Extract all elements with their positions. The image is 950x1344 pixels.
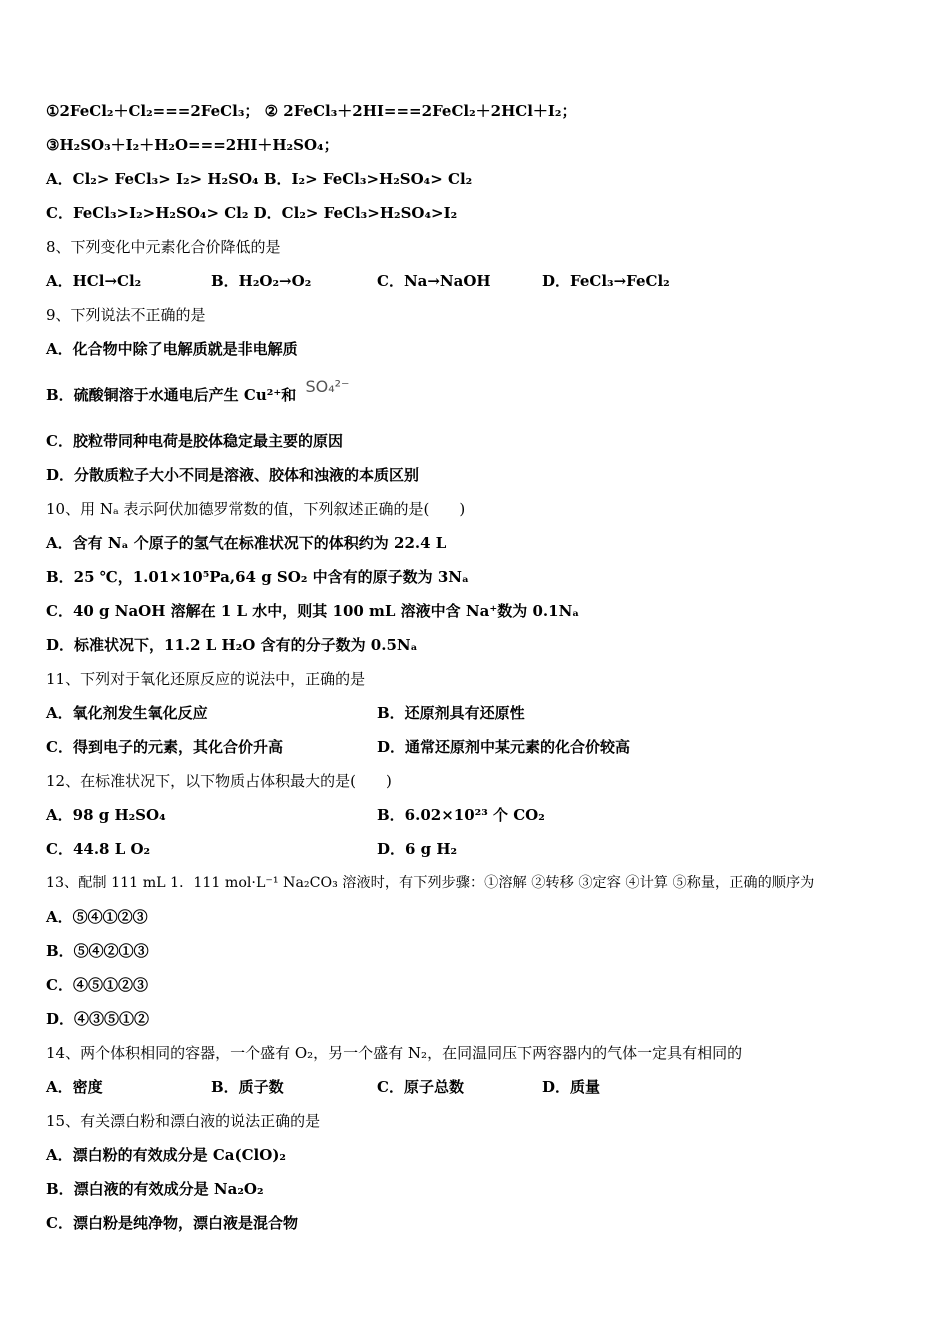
q11-option-b: B．还原剂具有还原性 bbox=[377, 704, 525, 722]
q10-option-b: B．25 ℃，1.01×10⁵Pa,64 g SO₂ 中含有的原子数为 3Nₐ bbox=[46, 568, 469, 586]
q13-stem: 13、配制 111 mL 1．111 mol·L⁻¹ Na₂CO₃ 溶液时，有下列步骤：①溶解 ②转移 ③定容 ④计算 ⑤称量，正确的顺序为 bbox=[46, 875, 815, 891]
q12-option-d: D．6 g H₂ bbox=[377, 840, 458, 858]
q9-option-a: A．化合物中除了电解质就是非电解质 bbox=[46, 340, 298, 358]
q8-option-a: A．HCl→Cl₂ bbox=[46, 272, 142, 290]
q15-option-c: C．漂白粉是纯净物，漂白液是混合物 bbox=[46, 1214, 298, 1232]
q10-option-c: C．40 g NaOH 溶解在 1 L 水中，则其 100 mL 溶液中含 Na⁺数为 0.1Nₐ bbox=[46, 602, 580, 620]
q13-option-c: C．④⑤①②③ bbox=[46, 976, 148, 994]
q7-options-ab: A．Cl₂> FeCl₃> I₂> H₂SO₄ B．I₂> FeCl₃>H₂SO₄> Cl₂ bbox=[46, 170, 473, 188]
q11-stem: 11、下列对于氧化还原反应的说法中，正确的是 bbox=[46, 670, 366, 688]
q11-option-d: D．通常还原剂中某元素的化合价较高 bbox=[377, 738, 631, 756]
q13-option-d: D．④③⑤①② bbox=[46, 1010, 150, 1028]
q9-option-b bbox=[46, 377, 350, 405]
q13-option-a: A．⑤④①②③ bbox=[46, 908, 148, 926]
q10-option-a: A．含有 Nₐ 个原子的氢气在标准状况下的体积约为 22.4 L bbox=[46, 534, 447, 552]
q8-stem: 8、下列变化中元素化合价降低的是 bbox=[46, 238, 281, 256]
q8-option-d: D．FeCl₃→FeCl₂ bbox=[542, 272, 670, 290]
q7-options-cd: C．FeCl₃>I₂>H₂SO₄> Cl₂ D．Cl₂> FeCl₃>H₂SO₄>I₂ bbox=[46, 204, 458, 222]
q12-option-b: B．6.02×10²³ 个 CO₂ bbox=[377, 806, 545, 824]
sulfate-ion-image: SO₄²⁻ bbox=[305, 377, 350, 396]
q9-option-b-text: B．硫酸铜溶于水通电后产生 Cu²⁺和 bbox=[46, 386, 297, 404]
q15-option-b: B．漂白液的有效成分是 Na₂O₂ bbox=[46, 1180, 264, 1198]
q12-stem: 12、在标准状况下，以下物质占体积最大的是( ) bbox=[46, 772, 392, 790]
q15-option-a: A．漂白粉的有效成分是 Ca(ClO)₂ bbox=[46, 1146, 286, 1164]
q14-option-c: C．原子总数 bbox=[377, 1078, 464, 1096]
q11-option-a: A．氧化剂发生氧化反应 bbox=[46, 704, 208, 722]
q14-option-a: A．密度 bbox=[46, 1078, 103, 1096]
q9-option-c: C．胶粒带同种电荷是胶体稳定最主要的原因 bbox=[46, 432, 343, 450]
reaction-line-1: ①2FeCl₂＋Cl₂===2FeCl₃； ② 2FeCl₃＋2HI===2FeCl₂＋2HCl＋I₂； bbox=[46, 102, 577, 120]
q13-option-b: B．⑤④②①③ bbox=[46, 942, 149, 960]
q14-option-b: B．质子数 bbox=[211, 1078, 284, 1096]
reaction-line-2: ③H₂SO₃＋I₂＋H₂O===2HI＋H₂SO₄； bbox=[46, 136, 339, 154]
q12-option-a: A．98 g H₂SO₄ bbox=[46, 806, 166, 824]
q8-option-b: B．H₂O₂→O₂ bbox=[211, 272, 312, 290]
q11-option-c: C．得到电子的元素，其化合价升高 bbox=[46, 738, 283, 756]
q8-option-c: C．Na→NaOH bbox=[377, 272, 491, 290]
q9-stem: 9、下列说法不正确的是 bbox=[46, 306, 206, 324]
q10-option-d: D．标准状况下，11.2 L H₂O 含有的分子数为 0.5Nₐ bbox=[46, 636, 418, 654]
q12-option-c: C．44.8 L O₂ bbox=[46, 840, 151, 858]
q14-stem: 14、两个体积相同的容器，一个盛有 O₂，另一个盛有 N₂，在同温同压下两容器内的气体一定具有相同的 bbox=[46, 1044, 743, 1062]
q10-stem: 10、用 Nₐ 表示阿伏加德罗常数的值，下列叙述正确的是( ) bbox=[46, 500, 466, 518]
q15-stem: 15、有关漂白粉和漂白液的说法正确的是 bbox=[46, 1112, 321, 1130]
q14-option-d: D．质量 bbox=[542, 1078, 601, 1096]
q9-option-d: D．分散质粒子大小不同是溶液、胶体和浊液的本质区别 bbox=[46, 466, 420, 484]
